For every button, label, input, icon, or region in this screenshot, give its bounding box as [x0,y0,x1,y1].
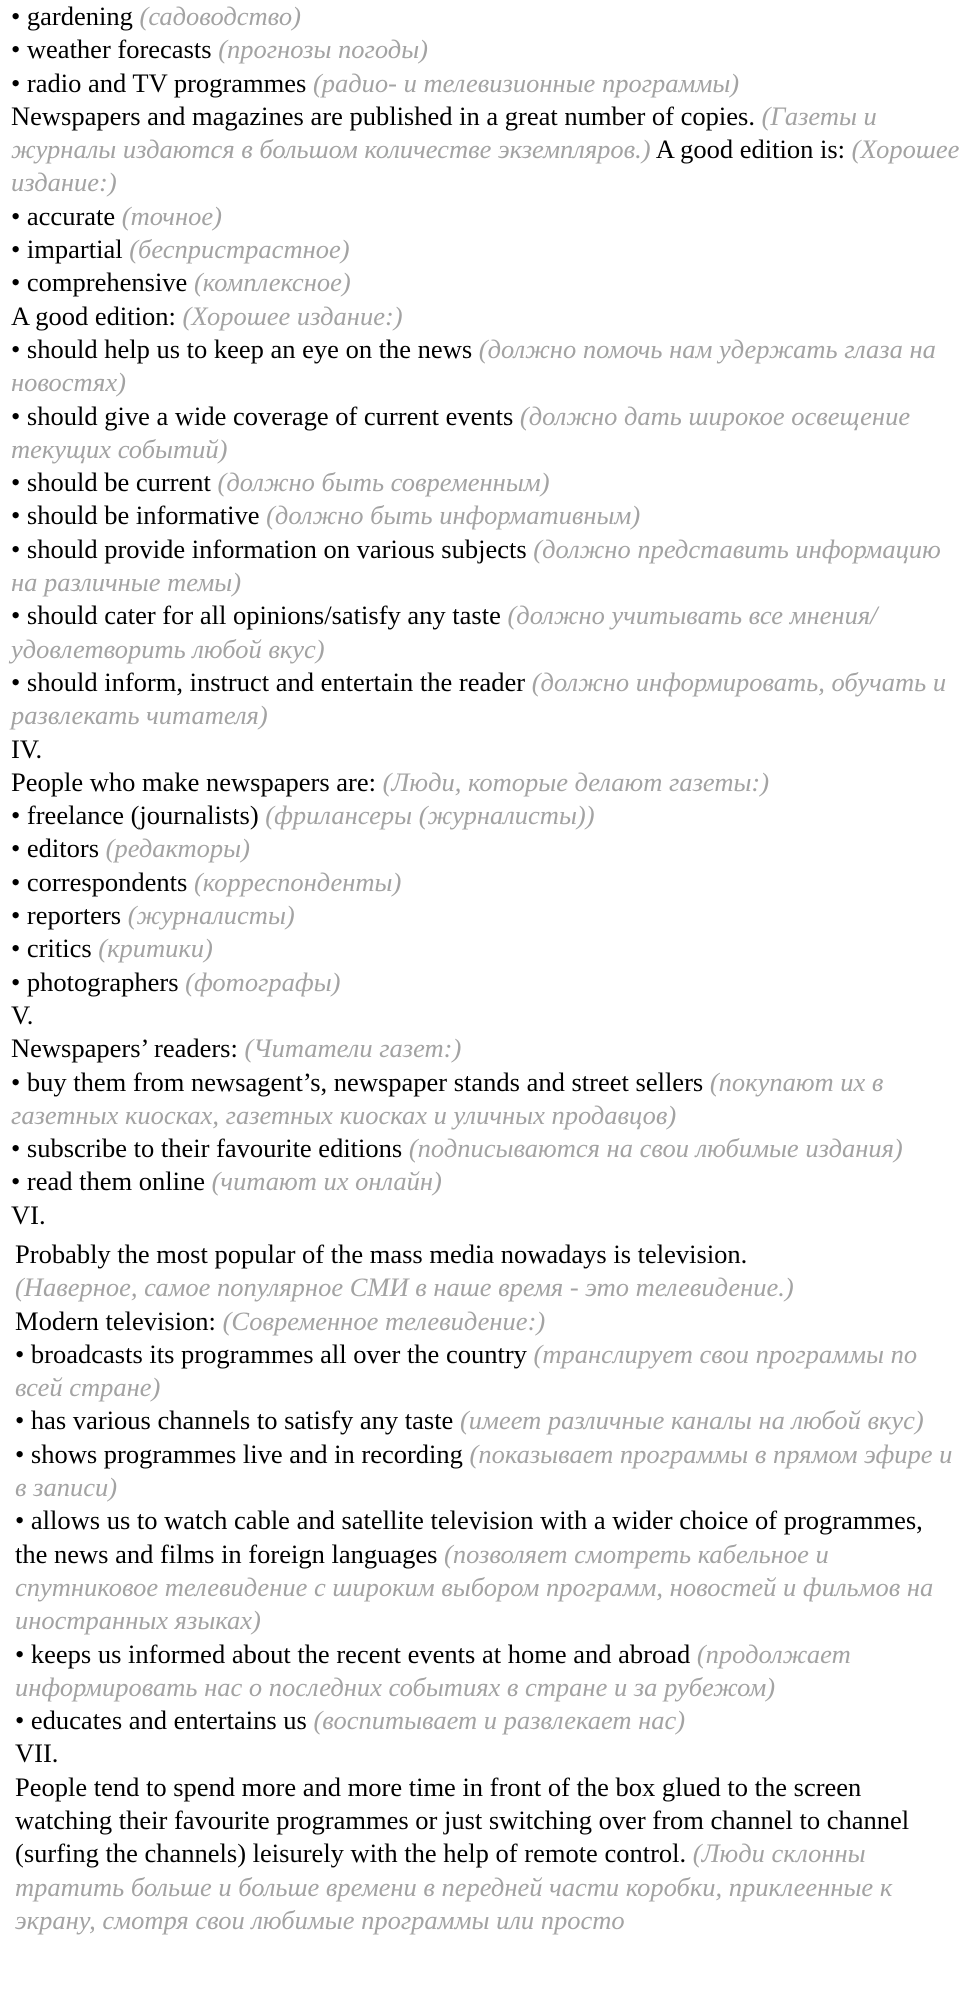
text-line [11,33,960,66]
text-line [15,1737,960,1770]
english-text: • should provide information on various subjects [11,533,534,564]
english-text: • critics [11,933,99,964]
english-text: • keeps us informed about the recent events at home and abroad [15,1638,697,1669]
text-line [15,1338,960,1405]
text-line [11,1165,960,1198]
text-line [11,266,960,299]
russian-translation: (точное) [121,200,222,231]
russian-translation: (корреспонденты) [193,866,402,897]
russian-translation: (фотографы) [185,966,341,997]
text-line [11,799,960,832]
english-text: VI. [11,1199,46,1230]
text-line [15,1638,960,1705]
english-text: • reporters [11,900,128,931]
russian-translation: (Газеты и журналы издаются в большом количестве экземпляров.) [11,100,877,165]
text-line [11,67,960,100]
russian-translation: (Современное телевидение:) [222,1305,546,1336]
text-line [11,866,960,899]
english-text: • editors [11,833,106,864]
section-a [11,0,960,1232]
russian-translation: (читают их онлайн) [211,1166,442,1197]
text-line [11,233,960,266]
english-text: Newspapers’ readers: [11,1033,245,1064]
english-text: People who make newspapers are: [11,766,383,797]
russian-translation: (Читатели газет:) [244,1033,462,1064]
russian-translation: (беспристрастное) [129,234,350,265]
russian-translation: (имеет различные каналы на любой вкус) [459,1405,924,1436]
english-text: Probably the most popular of the mass media nowadays is television. [15,1238,748,1269]
text-line [11,599,960,666]
text-line [11,1199,960,1232]
text-line [11,300,960,333]
russian-translation: (должно быть современным) [217,467,550,498]
english-text: • should be informative [11,500,267,531]
section-b [11,1238,960,1937]
text-line [15,1438,960,1505]
text-line [15,1704,960,1737]
text-line [11,400,960,467]
russian-translation: (фрилансеры (журналисты)) [265,800,595,831]
english-text: • weather forecasts [11,34,219,65]
text-line [11,466,960,499]
english-text: • gardening [11,1,140,31]
english-text: • should give a wide coverage of current events [11,400,520,431]
russian-translation: (Люди, которые делают газеты:) [382,766,770,797]
english-text: People tend to spend more and more time in front of the box glued to the screen watching their favourite programmes or just switching over from channel to channel (surfing the channels) leisurely with the help of remote control. [15,1771,910,1869]
english-text: • buy them from newsagent’s, newspaper stands and street sellers [11,1066,710,1097]
text-line [15,1238,960,1305]
text-line [11,499,960,532]
text-line [15,1404,960,1437]
russian-translation: (продолжает информировать нас о последних событиях в стране и за рубежом) [15,1638,851,1702]
text-line [11,666,960,733]
english-text: • correspondents [11,866,194,897]
text-line [11,733,960,766]
english-text: A good edition: [11,300,183,331]
text-line [11,0,960,33]
english-text: IV. [11,733,43,764]
text-line [11,832,960,865]
text-line [11,533,960,600]
russian-translation: (подписываются на свои любимые издания) [408,1133,903,1164]
text-line [11,966,960,999]
text-line [11,100,960,200]
text-line [11,1066,960,1133]
russian-translation: (должно дать широкое освещение текущих событий) [11,400,911,464]
russian-translation: (Хорошее издание:) [11,134,960,198]
russian-translation: (журналисты) [127,900,295,931]
english-text: • subscribe to their favourite editions [11,1133,409,1164]
english-text: • comprehensive [11,267,194,298]
russian-translation: (Хорошее издание:) [182,300,403,331]
english-text: • radio and TV programmes [11,67,313,98]
english-text: V. [11,999,34,1030]
english-text: • should cater for all opinions/satisfy any taste [11,600,508,631]
russian-translation: (позволяет смотреть кабельное и спутниковое телевидение с широким выбором программ, новостей и фильмов на иностранных языках) [15,1538,934,1636]
english-text: • accurate [11,200,122,231]
english-text: • impartial [11,234,130,265]
russian-translation: (транслирует свои программы по всей стране) [15,1338,918,1403]
russian-translation: (садоводство) [139,1,301,31]
russian-translation: (Люди склонны тратить больше и больше времени в передней части коробки, приклеенные к экрану, смотря свои любимые программы или просто [15,1838,893,1935]
russian-translation: (должно представить информацию на различные темы) [11,533,941,598]
russian-translation: (воспитывает и развлекает нас) [313,1705,686,1736]
text-line [11,999,960,1032]
text-line [15,1771,960,1937]
russian-translation: (покупают их в газетных киосках, газетных киосках и уличных продавцов) [11,1066,884,1130]
english-text: • broadcasts its programmes all over the country [15,1338,534,1369]
english-text: • read them online [11,1166,212,1197]
text-line [11,333,960,400]
text-line [15,1305,960,1338]
english-text: • should inform, instruct and entertain the reader [11,666,532,697]
text-line [11,1032,960,1065]
text-line [11,766,960,799]
russian-translation: (критики) [98,933,213,964]
russian-translation: (радио- и телевизионные программы) [312,67,740,98]
english-text: Modern television: [15,1305,223,1336]
russian-translation: (Наверное, самое популярное СМИ в наше время - это телевидение.) [15,1272,794,1303]
english-text: • shows programmes live and in recording [15,1438,470,1469]
english-text: • has various channels to satisfy any taste [15,1405,460,1436]
russian-translation: (показывает программы в прямом эфире и в записи) [15,1438,953,1503]
english-text: • should be current [11,467,218,498]
english-text: • allows us to watch cable and satellite television with a wider choice of programmes, the news and films in foreign languages [15,1505,923,1569]
russian-translation: (прогнозы погоды) [218,34,428,65]
text-line [15,1504,960,1637]
russian-translation: (комплексное) [193,267,351,298]
english-text: VII. [15,1738,59,1769]
english-text: Newspapers and magazines are published in a great number of copies. [11,100,762,131]
russian-translation: (должно информировать, обучать и развлекать читателя) [11,666,947,731]
russian-translation: (редакторы) [105,833,250,864]
text-line [11,200,960,233]
english-text: • freelance (journalists) [11,800,266,831]
english-text: • educates and entertains us [15,1705,314,1736]
english-text: A good edition is: [650,134,852,165]
english-text: • should help us to keep an eye on the news [11,333,479,364]
russian-translation: (должно учитывать все мнения/удовлетворить любой вкус) [11,600,878,664]
text-line [11,899,960,932]
text-line [11,1132,960,1165]
text-line [11,932,960,965]
russian-translation: (должно помочь нам удержать глаза на новостях) [11,333,936,398]
russian-translation: (должно быть информативным) [266,500,641,531]
english-text: • photographers [11,966,186,997]
